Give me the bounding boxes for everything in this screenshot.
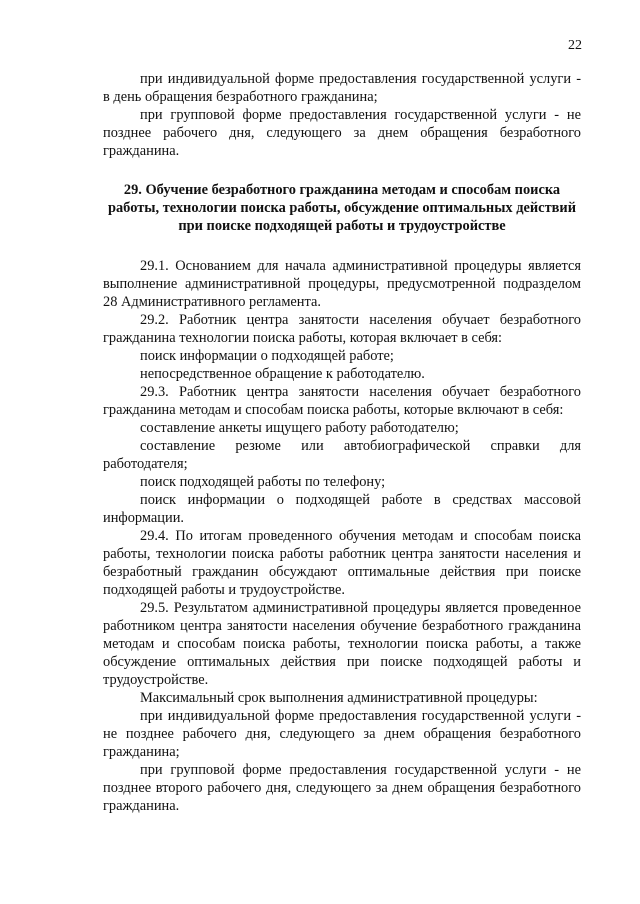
paragraph-29-1: 29.1. Основанием для начала административной процедуры является выполнение административной процедуры, предусмотренной подразделом 28 Административного регламента.: [103, 258, 581, 310]
paragraph-29-2: 29.2. Работник центра занятости населения обучает безработного гражданина технологии поиска работы, которая включает в себя:: [103, 312, 581, 346]
list-item: при индивидуальной форме предоставления государственной услуги - не позднее рабочего дня, следующего за днем обращения безработного гражданина;: [103, 708, 581, 760]
list-item: составление резюме или автобиографической справки для работодателя;: [103, 438, 581, 472]
page-content: [103, 70, 581, 815]
intro-paragraph: при индивидуальной форме предоставления государственной услуги - в день обращения безработного гражданина;: [103, 71, 581, 105]
intro-paragraph: при групповой форме предоставления государственной услуги - не позднее рабочего дня, следующего за днем обращения безработного гражданина.: [103, 107, 581, 159]
paragraph-29-5: 29.5. Результатом административной процедуры является проведенное работником центра занятости населения обучение безработного гражданина методам и способам поиска работы, технологии поиска работы, а также обсуждение оптимальных действия при поиске подходящей работы и трудоустройстве.: [103, 600, 581, 688]
paragraph-29-4: 29.4. По итогам проведенного обучения методам и способам поиска работы, технологии поиска работы работник центра занятости населения и безработный гражданин обсуждают оптимальные действия при поиске подходящей работы и трудоустройстве.: [103, 528, 581, 598]
list-item: непосредственное обращение к работодателю.: [140, 366, 425, 382]
list-item: при групповой форме предоставления государственной услуги - не позднее второго рабочего дня, следующего за днем обращения безработного гражданина.: [103, 762, 581, 814]
paragraph-29-3: 29.3. Работник центра занятости населения обучает безработного гражданина методам и способам поиска работы, которые включают в себя:: [103, 384, 581, 418]
page-number: 22: [568, 38, 582, 53]
list-item: поиск подходящей работы по телефону;: [140, 474, 386, 490]
list-item: составление анкеты ищущего работу работодателю;: [140, 420, 459, 436]
section-heading: 29. Обучение безработного гражданина методам и способам поиска работы, технологии поиска работы, обсуждение оптимальных действий при поиске подходящей работы и трудоустройстве: [107, 182, 576, 234]
list-item: поиск информации о подходящей работе в средствах массовой информации.: [103, 492, 581, 526]
deadline-paragraph: Максимальный срок выполнения административной процедуры:: [140, 690, 538, 706]
list-item: поиск информации о подходящей работе;: [140, 348, 394, 364]
